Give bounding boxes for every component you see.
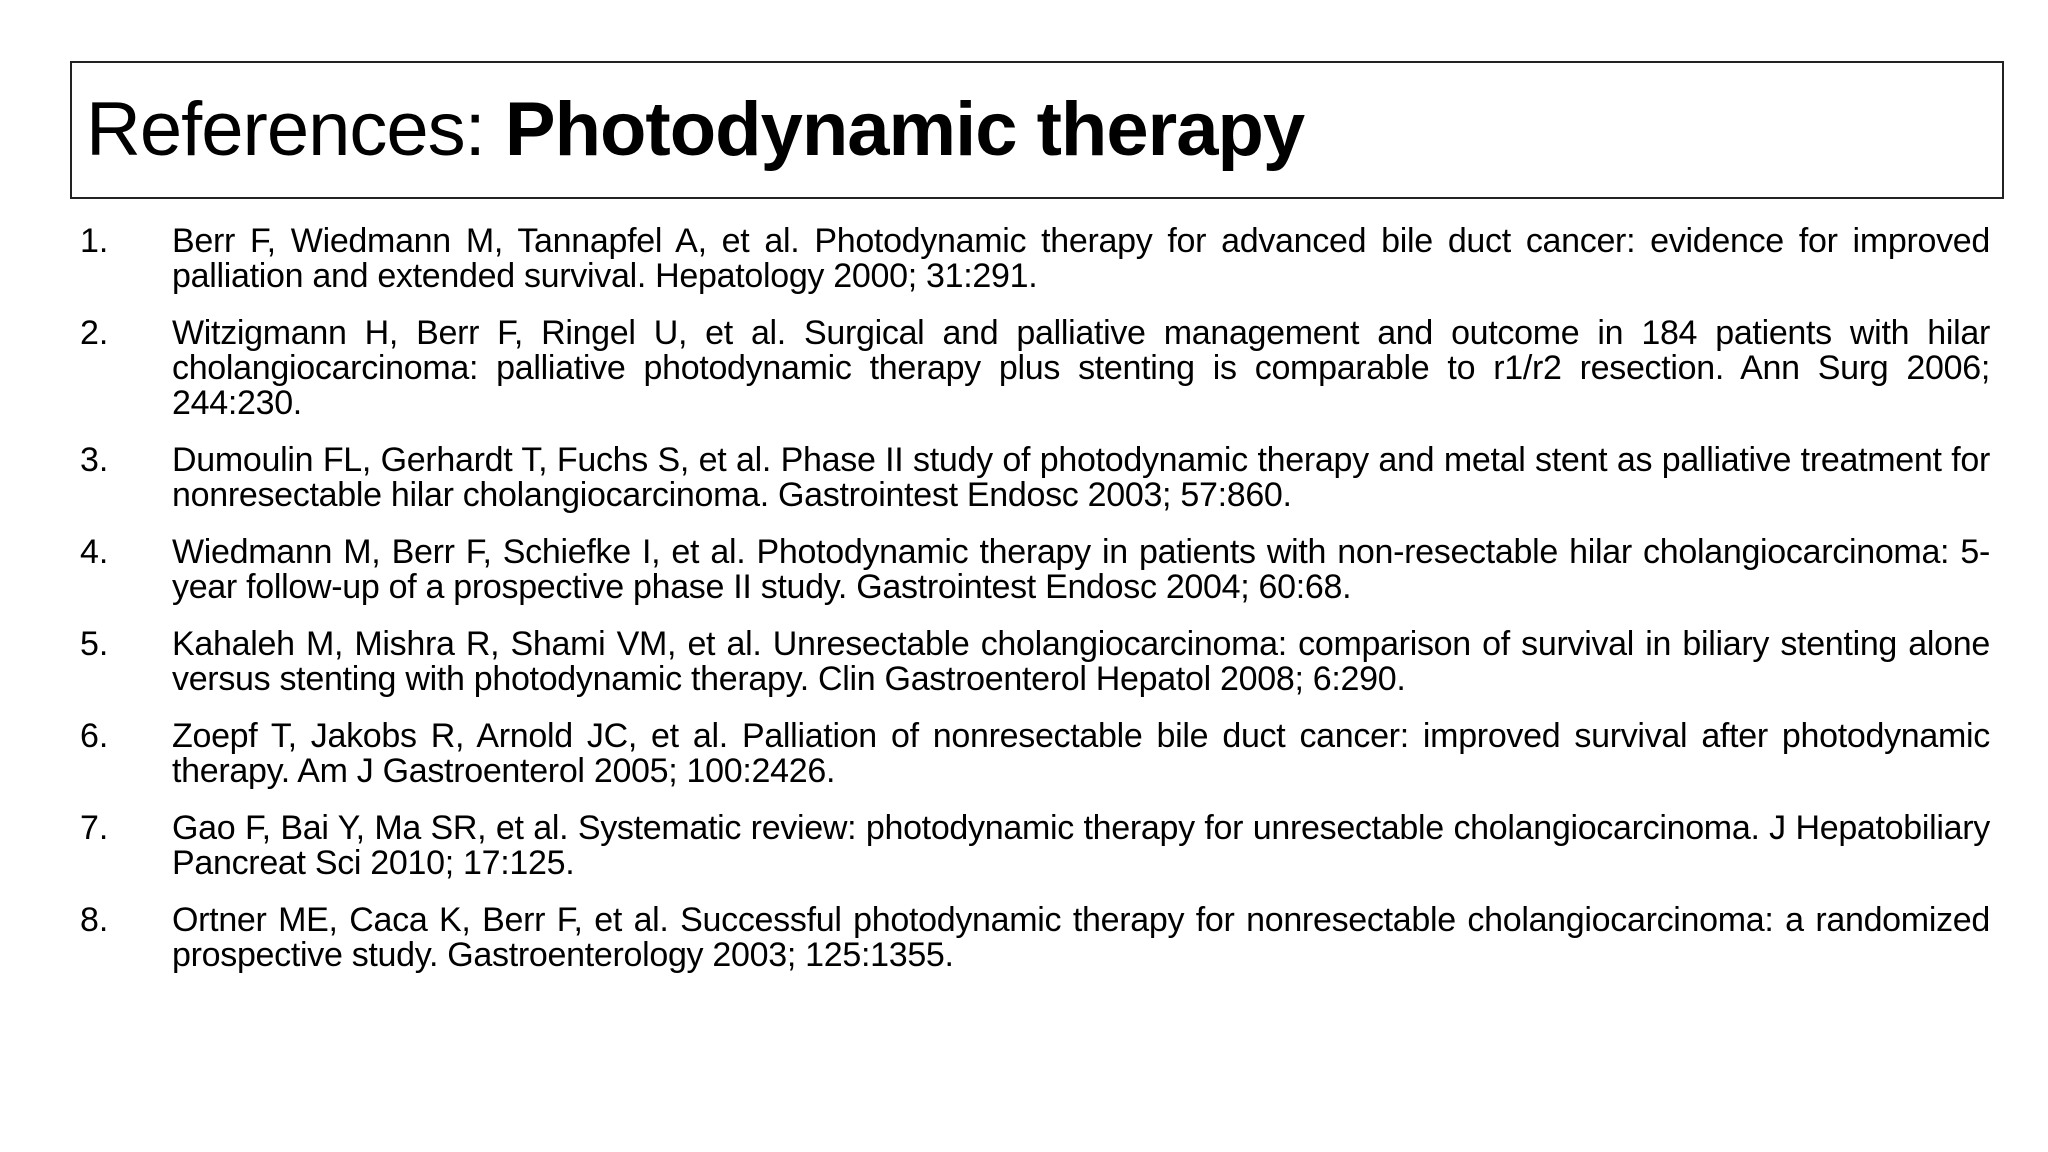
- reference-text: Kahaleh M, Mishra R, Shami VM, et al. Unresectable cholangiocarcinoma: comparison of survival in biliary stenting alone versus stenting with photodynamic therapy. Clin Gastroenterol Hepatol 2008; 6:290.: [172, 625, 1990, 698]
- reference-number: 8.: [80, 901, 109, 939]
- reference-item-6: [80, 719, 1990, 789]
- reference-item-7: [80, 811, 1990, 881]
- reference-item-8: [80, 903, 1990, 973]
- reference-number: 6.: [80, 717, 109, 755]
- reference-item-2: [80, 316, 1990, 421]
- reference-text: Wiedmann M, Berr F, Schiefke I, et al. Photodynamic therapy in patients with non-resectable hilar cholangiocarcinoma: 5-year follow-up of a prospective phase II study. Gastrointest Endosc 2004; 60:68.: [172, 533, 1990, 606]
- reference-number: 4.: [80, 533, 109, 571]
- slide-title: [86, 87, 1305, 172]
- reference-text: Berr F, Wiedmann M, Tannapfel A, et al. Photodynamic therapy for advanced bile duct cancer: evidence for improved palliation and extended survival. Hepatology 2000; 31:291.: [172, 222, 1990, 295]
- reference-item-5: [80, 627, 1990, 697]
- reference-text: Dumoulin FL, Gerhardt T, Fuchs S, et al. Phase II study of photodynamic therapy and metal stent as palliative treatment for nonresectable hilar cholangiocarcinoma. Gastrointest Endosc 2003; 57:860.: [172, 441, 1990, 514]
- reference-number: 7.: [80, 809, 109, 847]
- reference-number: 5.: [80, 625, 109, 663]
- reference-list: [80, 224, 1990, 995]
- title-box: [70, 61, 2004, 199]
- title-prefix: References:: [86, 87, 505, 172]
- title-bold: Photodynamic therapy: [504, 87, 1305, 172]
- reference-item-4: [80, 535, 1990, 605]
- reference-text: Gao F, Bai Y, Ma SR, et al. Systematic review: photodynamic therapy for unresectable cholangiocarcinoma. J Hepatobiliary Pancreat Sci 2010; 17:125.: [172, 809, 1990, 882]
- reference-number: 3.: [80, 441, 109, 479]
- reference-text: Witzigmann H, Berr F, Ringel U, et al. Surgical and palliative management and outcome in 184 patients with hilar cholangiocarcinoma: palliative photodynamic therapy plus stenting is comparable to r1/r2 resection. Ann Surg 2006; 244:230.: [172, 314, 1990, 422]
- reference-item-3: [80, 443, 1990, 513]
- reference-number: 2.: [80, 314, 109, 352]
- reference-text: Ortner ME, Caca K, Berr F, et al. Successful photodynamic therapy for nonresectable cholangiocarcinoma: a randomized prospective study. Gastroenterology 2003; 125:1355.: [172, 901, 1990, 974]
- reference-number: 1.: [80, 222, 109, 260]
- reference-item-1: [80, 224, 1990, 294]
- reference-text: Zoepf T, Jakobs R, Arnold JC, et al. Palliation of nonresectable bile duct cancer: improved survival after photodynamic therapy. Am J Gastroenterol 2005; 100:2426.: [172, 717, 1990, 790]
